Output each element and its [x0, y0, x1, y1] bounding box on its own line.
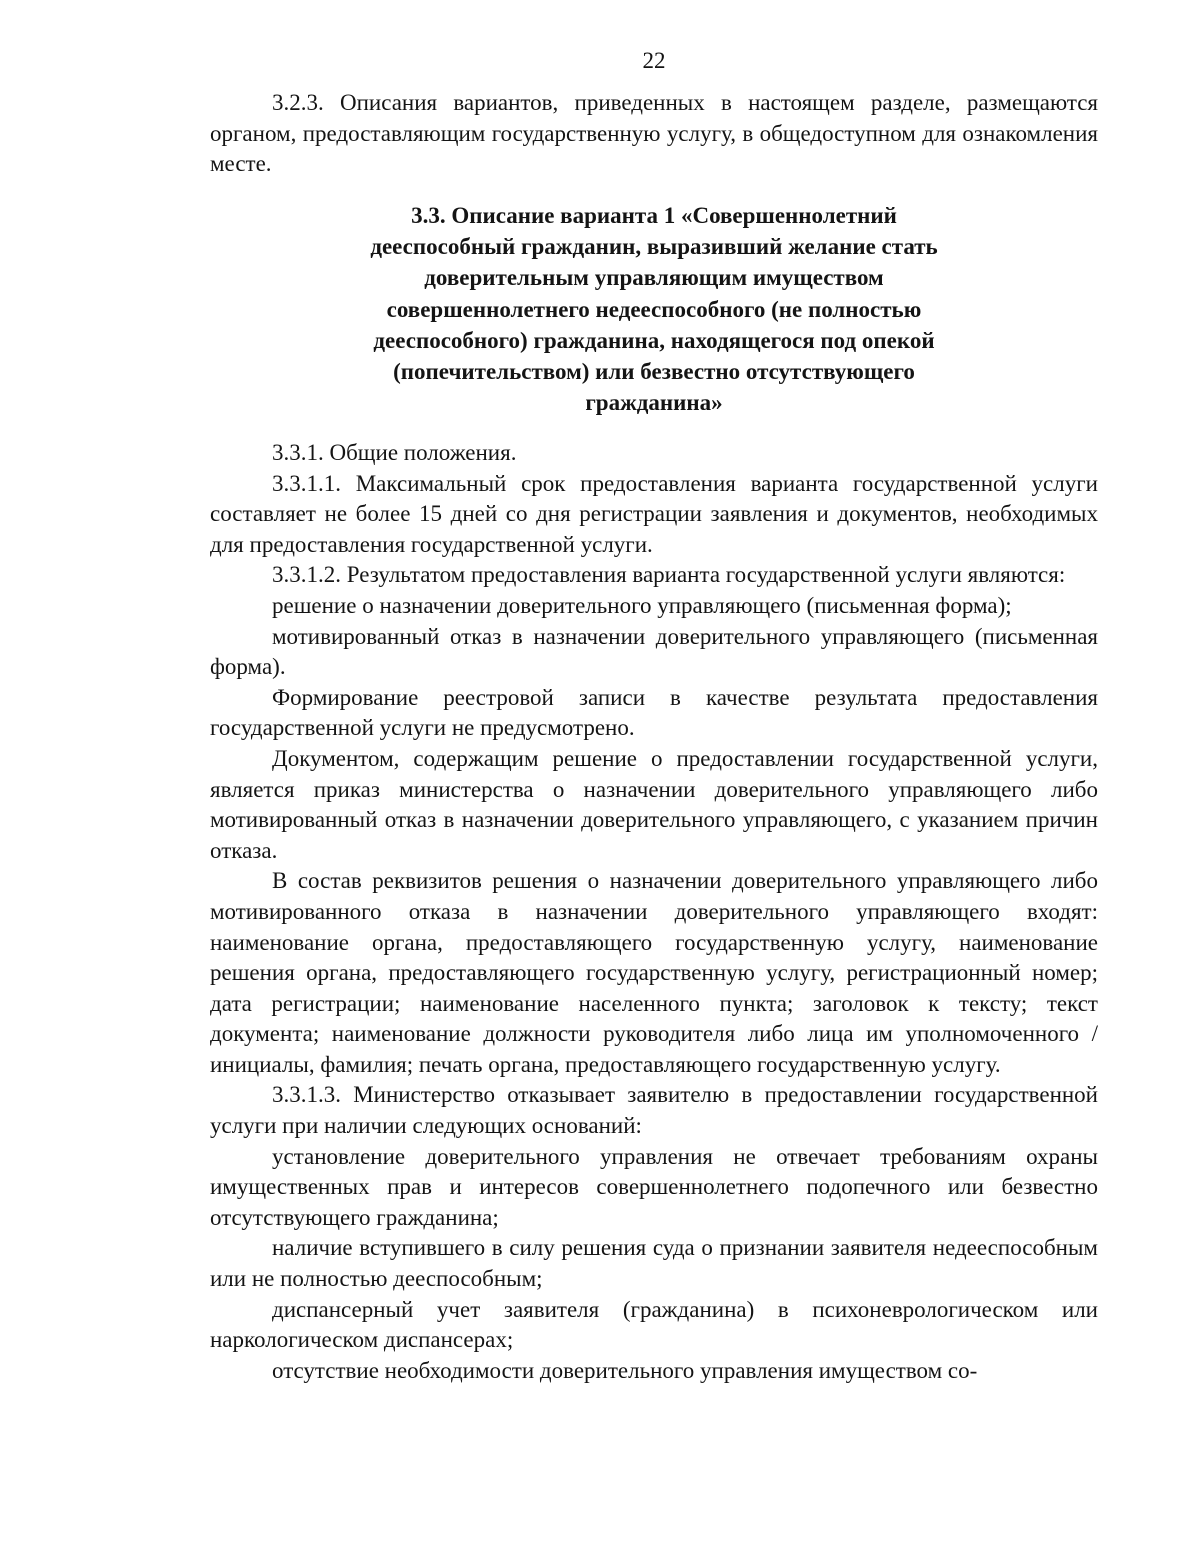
heading-line: дееспособный гражданин, выразивший желание стать — [370, 234, 938, 260]
heading-line: 3.3. Описание варианта 1 «Совершеннолетний — [411, 203, 897, 228]
paragraph-requisites: В состав реквизитов решения о назначении доверительного управляющего либо мотивированного отказа в назначении доверительного управляющего входят: наименование органа, предоставляющего государственную услугу, наименование решения органа, предоставляющего государственную услугу, регистрационный номер; дата регистрации; наименование населенного пункта; заголовок к тексту; текст документа; наименование должности руководителя либо лица им уполномоченного / инициалы, фамилия; печать органа, предоставляющего государственную услугу. — [210, 868, 1098, 1077]
paragraph-decision-document: Документом, содержащим решение о предоставлении государственной услуги, является приказ министерства о назначении доверительного управляющего либо мотивированный отказ в назначении доверительного управляющего, с указанием причин отказа. — [210, 745, 1098, 863]
paragraph-registry-record: Формирование реестровой записи в качестве результата предоставления государственной услуги не предусмотрено. — [210, 684, 1098, 741]
heading-line: совершеннолетнего недееспособного (не полностью — [386, 296, 922, 322]
list-item-ground-dispensary: диспансерный учет заявителя (гражданина) в психоневрологическом или наркологическом диспансерах; — [210, 1296, 1098, 1353]
section-heading-3-3 — [210, 200, 1098, 418]
heading-line: доверительным управляющим имуществом — [424, 265, 884, 291]
paragraph-3-2-3: 3.2.3. Описания вариантов, приведенных в настоящем разделе, размещаются органом, предоставляющим государственную услугу, в общедоступном для ознакомления месте. — [210, 90, 1098, 177]
list-item-ground-court: наличие вступившего в силу решения суда о признании заявителя недееспособным или не полностью дееспособным; — [210, 1235, 1098, 1292]
paragraph-refusal-grounds: 3.3.1.3. Министерство отказывает заявителю в предоставлении государственной услуги при наличии следующих оснований: — [210, 1082, 1098, 1139]
intro-section — [210, 88, 1098, 180]
heading-line: дееспособного) гражданина, находящегося под опекой — [373, 327, 935, 353]
heading-line: гражданина» — [585, 390, 723, 416]
list-item-refusal: мотивированный отказ в назначении доверительного управляющего (письменная форма). — [210, 623, 1098, 680]
paragraph-results: 3.3.1.2. Результатом предоставления варианта государственной услуги являются: — [272, 562, 1066, 588]
paragraph-max-term: 3.3.1.1. Максимальный срок предоставления варианта государственной услуги составляет не более 15 дней со дня регистрации заявления и документов, необходимых для предоставления государственной услуги. — [210, 470, 1098, 557]
page-number: 22 — [642, 48, 666, 73]
list-item-ground-protection: установление доверительного управления не отвечает требованиям охраны имущественных прав и интересов совершеннолетнего подопечного или безвестно отсутствующего гражданина; — [210, 1143, 1098, 1230]
list-item-ground-necessity: отсутствие необходимости доверительного управления имуществом со- — [272, 1357, 978, 1383]
list-item-decision: решение о назначении доверительного управляющего (письменная форма); — [272, 592, 1012, 618]
section-body — [210, 438, 1098, 1386]
paragraph-general-provisions: 3.3.1. Общие положения. — [272, 440, 517, 465]
heading-line: (попечительством) или безвестно отсутствующего — [393, 359, 915, 385]
